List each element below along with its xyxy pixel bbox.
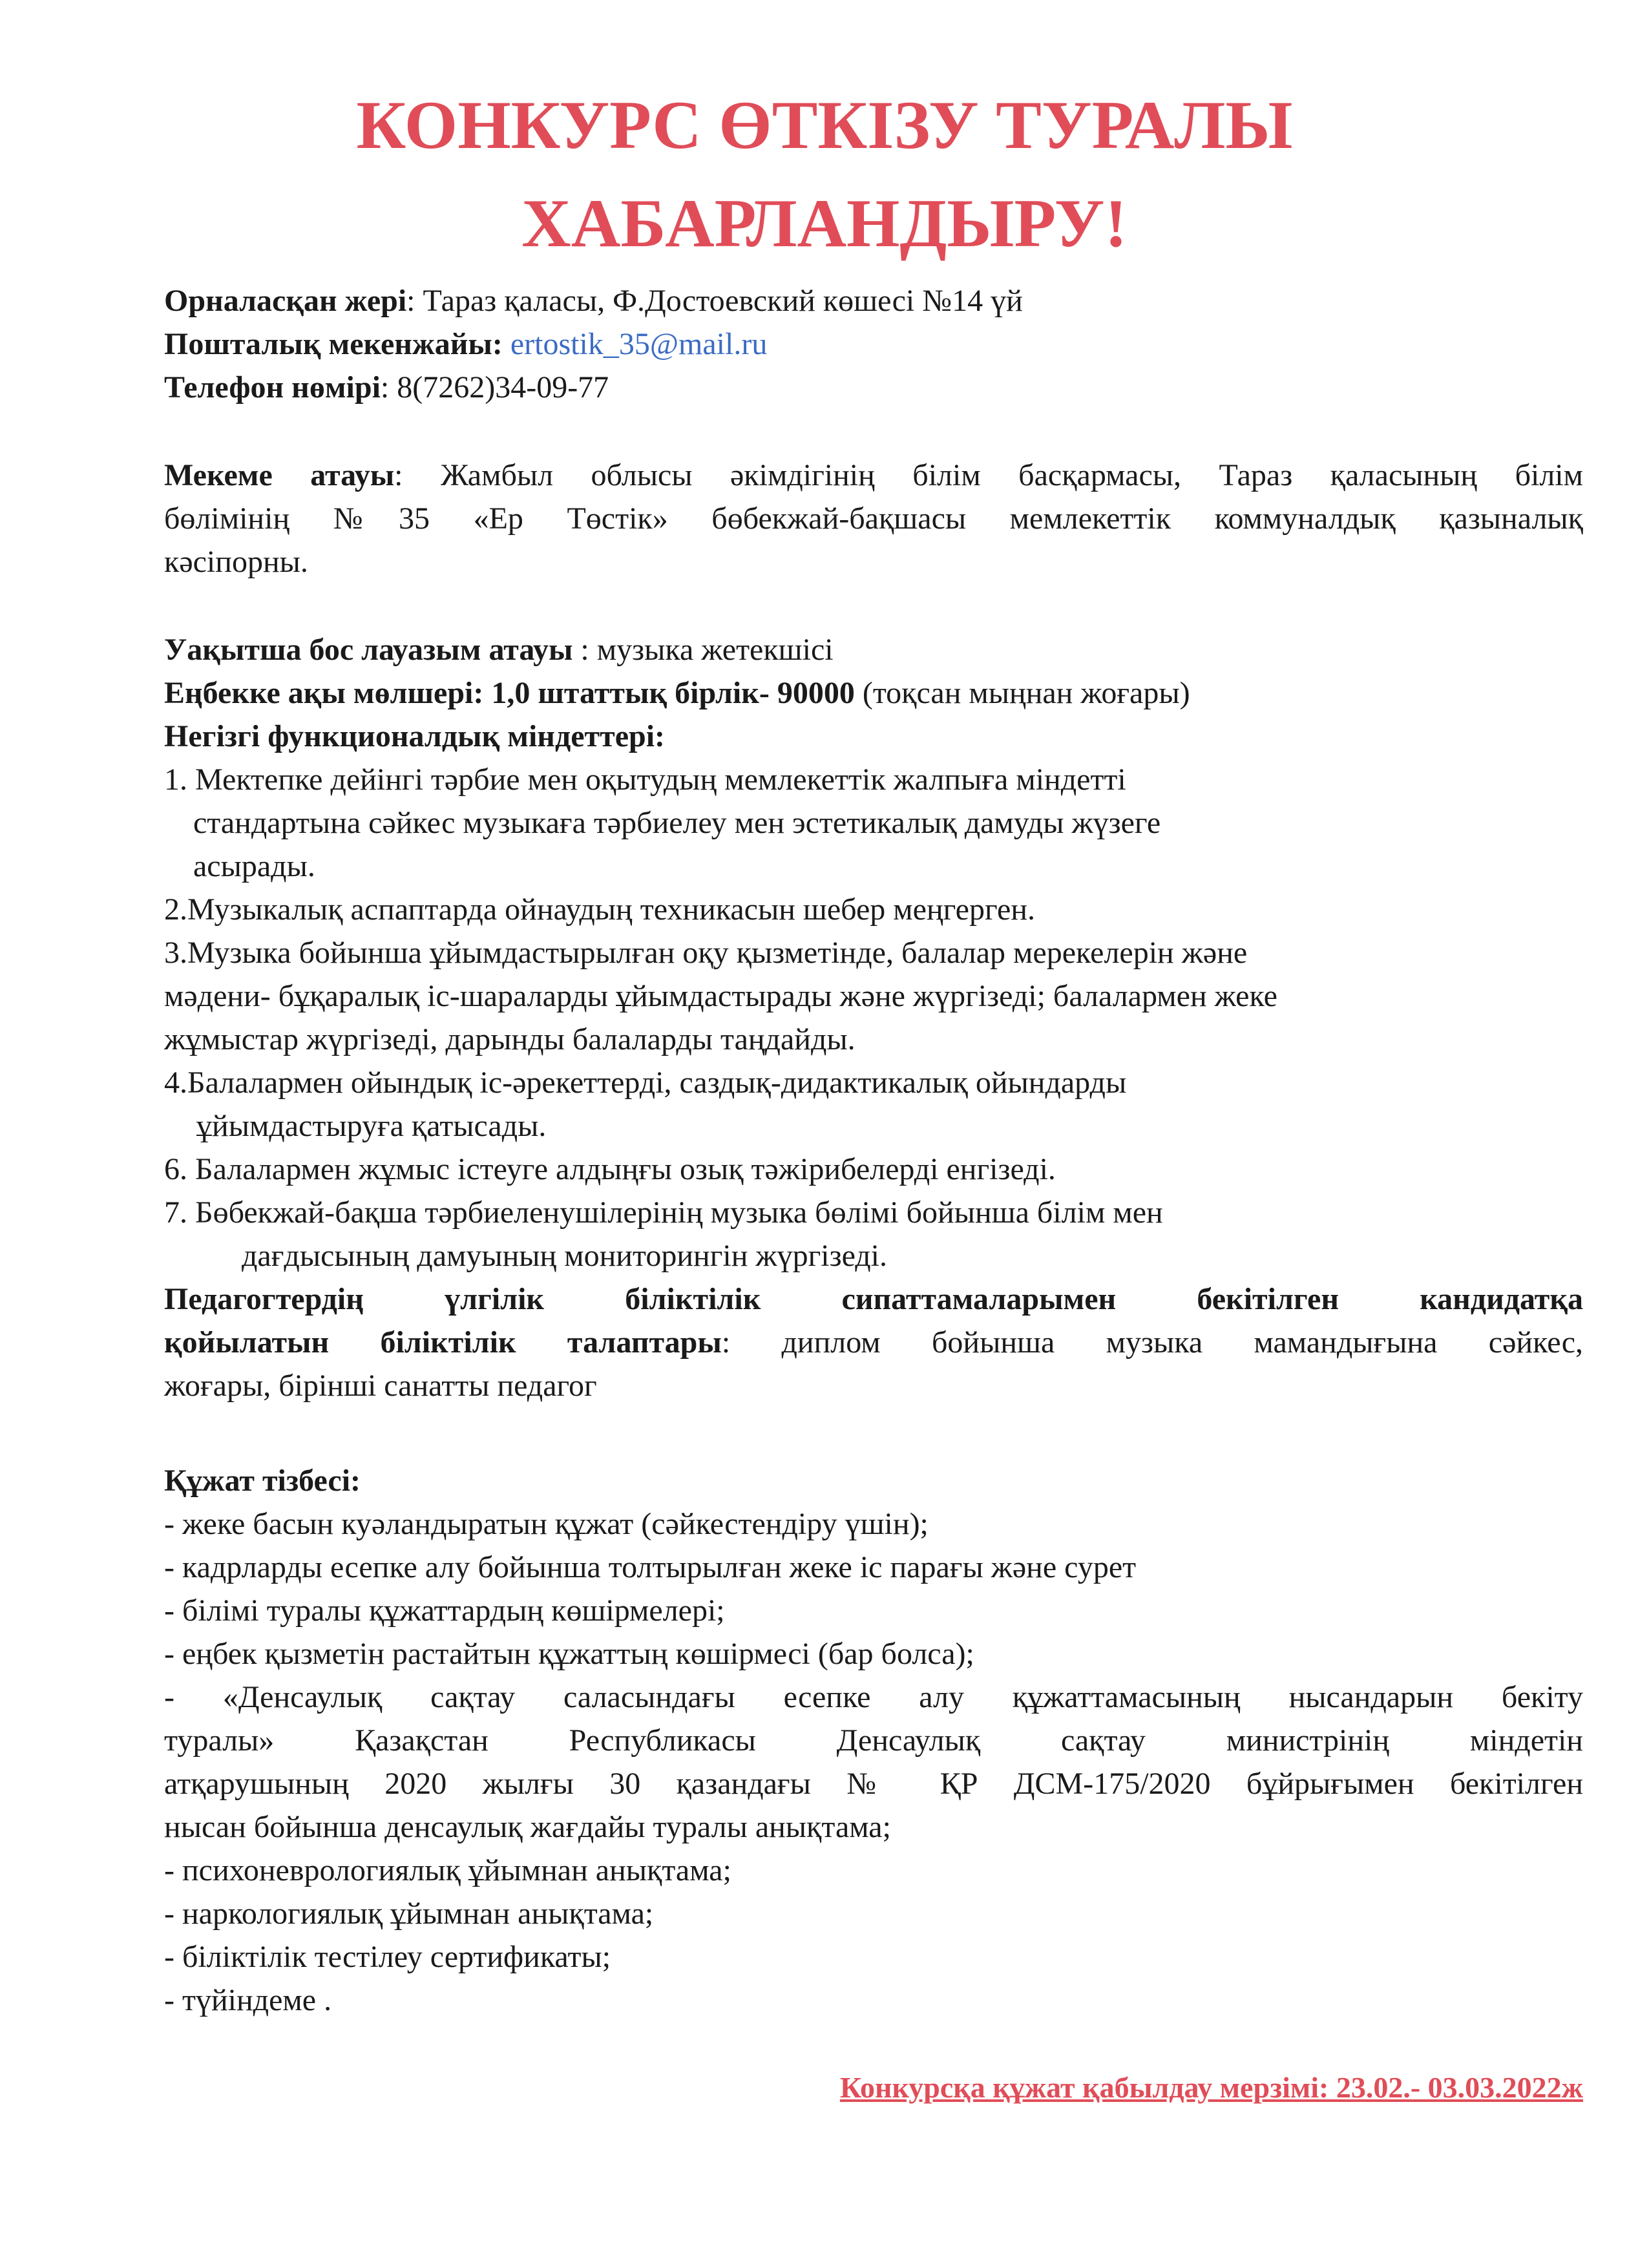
documents-heading [164,1459,1583,1502]
email-link[interactable]: ertostik_35@mail.ru [510,327,768,361]
org-text-1: : Жамбыл облысы әкімдігінің білім басқармасы, Тараз қаласының білім [394,458,1584,492]
duty-line: 1. Мектепке дейінгі тәрбие мен оқытудың мемлекеттік жалпыға міндетті [164,762,1126,797]
duty-line: мәдени- бұқаралық іс-шараларды ұйымдастырады және жүргізеді; балалармен жеке [164,979,1277,1013]
position-label: Уақытша бос лауазым атауы [164,633,573,667]
qualification-label-1: Педагогтердің үлгілік біліктілік сипаттамаларымен бекітілген кандидатқа [164,1282,1583,1316]
position-value: : музыка жетекшісі [572,633,834,667]
location-line [164,279,1583,322]
duty-line: 6. Балалармен жұмыс істеуге алдыңғы озық тәжірибелерді енгізеді. [164,1152,1056,1186]
duties-heading [164,715,1583,758]
email-label: Пошталық мекенжайы [164,327,492,361]
duty-line: жұмыстар жүргізеді, дарынды балаларды таңдайды. [164,1022,856,1056]
document-item: - еңбек қызметін растайтын құжаттың көшірмесі (бар болса); [164,1637,974,1671]
submission-deadline: Конкурсқа құжат қабылдау мерзімі: 23.02.- 03.03.2022ж [839,2071,1583,2104]
qualification-line-1 [164,1277,1583,1321]
qualification-line-2 [164,1321,1583,1364]
duty-line: 3.Музыка бойынша ұйымдастырылған оқу қызметінде, балалар мерекелерін және [164,936,1248,970]
org-label: Мекеме атауы [164,458,395,492]
document-item: - кадрларды есепке алу бойынша толтырылған жеке іс парағы және сурет [164,1550,1137,1584]
position-line [164,628,1583,671]
health-certificate-line-3: атқарушының 2020 жылғы 30 қазандағы № ҚР ДСМ-175/2020 бұйрығымен бекітілген [164,1767,1583,1801]
duty-line: ұйымдастыруға қатысады. [196,1109,547,1143]
qualification-value-2: : диплом бойынша музыка мамандығына сәйкес, [721,1325,1584,1360]
salary-line [164,671,1583,715]
health-certificate-line-1: - «Денсаулық сақтау саласындағы есепке алу құжаттамасының нысандарын бекіту [164,1680,1583,1714]
duty-line: 4.Балалармен ойындық іс-әрекеттерді, саздық-дидактикалық ойындарды [164,1066,1127,1100]
duty-line: 2.Музыкалық аспаптарда ойнаудың техникасын шебер меңгерген. [164,892,1036,927]
documents-label: Құжат тізбесі: [164,1464,361,1498]
org-line-2: бөлімінің №35 «Ер Төстік» бөбекжай-бақшасы мемлекеттік коммуналдық қазыналық [164,501,1583,536]
health-certificate-line-2: туралы» Қазақстан Республикасы Денсаулық сақтау министрінің міндетін [164,1723,1583,1758]
duty-line: стандартына сәйкес музыкаға тәрбиелеу мен эстетикалық дамуды жүзеге [193,806,1161,840]
org-line-3: кәсіпорны. [164,545,308,579]
phone-label: Телефон нөмірі [164,370,381,404]
document-item: - біліктілік тестілеу сертификаты; [164,1940,611,1974]
health-certificate-line-4: нысан бойынша денсаулық жағдайы туралы анықтама; [164,1810,891,1844]
qualification-line-3: жоғары, бірінші санатты педагог [164,1369,597,1403]
phone-value: : 8(7262)34-09-77 [380,370,609,404]
phone-line [164,366,1583,409]
salary-value: (тоқсан мыңнан жоғары) [854,676,1190,710]
location-label: Орналасқан жері [164,284,407,318]
duties-label: Негізгі функционалдық міндеттері: [164,719,666,753]
salary-label: Еңбекке ақы мөлшері: 1,0 штаттық бірлік- 90000 [164,676,855,710]
document-item: - түйіндеме . [164,1983,332,2017]
location-value: : Тараз қаласы, Ф.Достоевский көшесі №14 үй [406,284,1023,318]
duty-line: асырады. [193,849,315,883]
duty-line: 7. Бөбекжай-бақша тәрбиеленушілерінің музыка бөлімі бойынша білім мен [164,1195,1163,1230]
qualification-label-2: қойылатын біліктілік талаптары [164,1325,722,1360]
announcement-title [0,76,1649,273]
title-line-1: КОНКУРС ӨТКІЗУ ТУРАЛЫ [356,87,1293,163]
document-item: - психоневрологиялық ұйымнан анықтама; [164,1853,731,1887]
title-line-2: ХАБАРЛАНДЫРУ! [521,185,1128,261]
duty-line: дағдысының дамуының мониторингін жүргізеді. [242,1239,887,1273]
document-item: - наркологиялық ұйымнан анықтама; [164,1896,654,1931]
announcement-body [164,279,1583,2022]
document-item: - білімі туралы құжаттардың көшірмелері; [164,1593,725,1628]
org-line-1 [164,454,1583,497]
document-item: - жеке басын куәландыратын құжат (сәйкестендіру үшін); [164,1507,929,1541]
email-line: Пошталық мекенжайы: ertostik_35@mail.ru [164,327,768,361]
